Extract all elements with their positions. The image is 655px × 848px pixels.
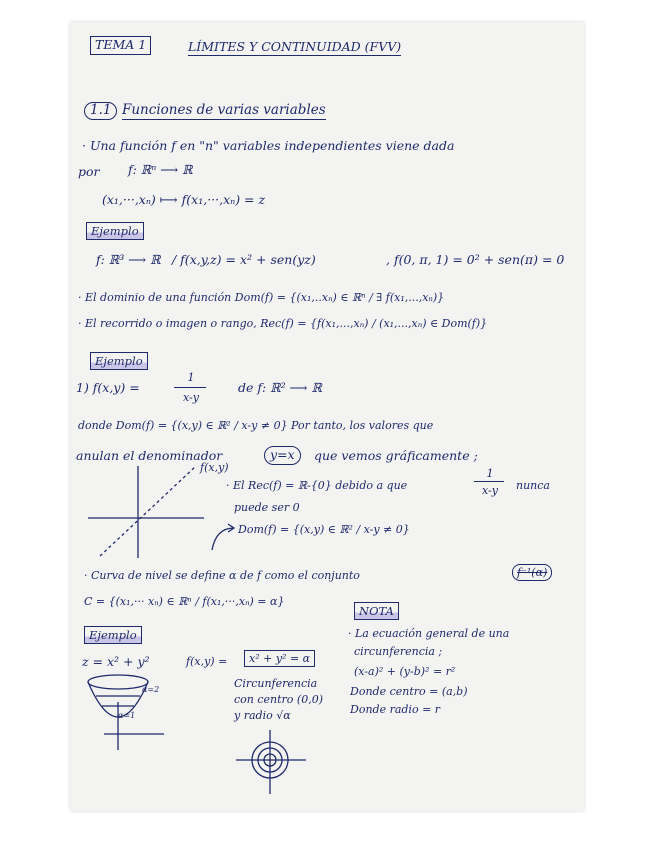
intro-mapping: (x₁,···,xₙ) ⟼ f(x₁,···,xₙ) = z bbox=[102, 192, 266, 207]
curva-line2: C = {(x₁,··· xₙ) ∈ ℝⁿ / f(x₁,···,xₙ) = α} bbox=[84, 595, 285, 608]
ejemplo2-de: de f: ℝ² ⟶ ℝ bbox=[238, 380, 322, 395]
intro-line-1: · Una función f en "n" variables independientes viene dada bbox=[82, 138, 455, 153]
alpha-2-label: α=2 bbox=[142, 685, 160, 694]
ejemplo2-line2: donde Dom(f) = {(x,y) ∈ ℝ² / x-y ≠ 0} Por tanto, los valores que bbox=[78, 419, 434, 432]
section-number: 1.1 bbox=[84, 102, 117, 120]
curva-struck: f⁻¹(α) bbox=[512, 564, 552, 581]
dominio-def: · El dominio de una función Dom(f) = {(x₁,..xₙ) ∈ ℝⁿ / ∃ f(x₁,...,xₙ)} bbox=[78, 291, 445, 304]
notebook-page bbox=[70, 22, 584, 811]
ejemplo-tag-1: Ejemplo bbox=[86, 222, 144, 240]
ejemplo2-line3b: que vemos gráficamente ; bbox=[314, 448, 478, 463]
curved-arrow-icon bbox=[208, 522, 238, 552]
tema-label: TEMA 1 bbox=[90, 36, 151, 55]
rec-line2: puede ser 0 bbox=[234, 501, 300, 514]
ejemplo3-desc2: con centro (0,0) bbox=[234, 693, 323, 706]
ejemplo-tag-3: Ejemplo bbox=[84, 626, 142, 644]
nota-radio: Donde radio = r bbox=[350, 703, 441, 716]
rec-fraction-bar bbox=[474, 481, 504, 482]
section-title: Funciones de varias variables bbox=[122, 102, 326, 118]
graph-label: f(x,y) bbox=[200, 461, 229, 474]
axes-graph bbox=[78, 462, 208, 562]
dom-arrow-line: Dom(f) = {(x,y) ∈ ℝ² / x-y ≠ 0} bbox=[238, 523, 410, 536]
nota-line1: · La ecuación general de una bbox=[348, 627, 510, 640]
level-curves-sketch bbox=[234, 728, 314, 798]
ejemplo1-map: f: ℝ³ ⟶ ℝ bbox=[96, 252, 161, 267]
ejemplo1-eval: , f(0, π, 1) = 0² + sen(π) = 0 bbox=[386, 252, 565, 267]
ejemplo3-f: f(x,y) = bbox=[186, 655, 228, 668]
ejemplo-tag-2: Ejemplo bbox=[90, 352, 148, 370]
ejemplo2-denominator: x-y bbox=[183, 391, 199, 404]
curva-line1: · Curva de nivel se define α de f como el conjunto bbox=[84, 569, 360, 582]
recorrido-def: · El recorrido o imagen o rango, Rec(f) = {f(x₁,...,xₙ) / (x₁,...,xₙ) ∈ Dom(f)} bbox=[78, 317, 488, 330]
rec-numerator: 1 bbox=[486, 467, 494, 480]
fraction-bar bbox=[174, 387, 206, 388]
page-title: LÍMITES Y CONTINUIDAD (FVV) bbox=[188, 39, 402, 54]
ejemplo2-line3a: anulan el denominador bbox=[76, 448, 223, 463]
nota-line2: circunferencia ; bbox=[354, 645, 443, 658]
nota-centro: Donde centro = (a,b) bbox=[350, 685, 468, 698]
nota-tag: NOTA bbox=[354, 602, 399, 620]
intro-map: f: ℝⁿ ⟶ ℝ bbox=[128, 162, 193, 177]
nota-equation: (x-a)² + (y-b)² = r² bbox=[354, 665, 456, 678]
ejemplo3-z: z = x² + y² bbox=[82, 654, 150, 669]
alpha-1-label: α=1 bbox=[118, 711, 136, 720]
ejemplo1-def: / f(x,y,z) = x² + sen(yz) bbox=[172, 252, 316, 267]
ejemplo3-desc1: Circunferencia bbox=[234, 677, 318, 690]
ejemplo2-circled: y=x bbox=[264, 446, 301, 465]
ejemplo2-item: 1) f(x,y) = bbox=[76, 380, 140, 395]
rec-line1b: nunca bbox=[516, 479, 550, 492]
rec-denominator: x-y bbox=[482, 484, 498, 497]
rec-line1a: · El Rec(f) = ℝ-{0} debido a que bbox=[226, 479, 408, 492]
ejemplo2-numerator: 1 bbox=[187, 371, 195, 384]
intro-por: por bbox=[78, 164, 100, 179]
ejemplo3-desc3: y radio √α bbox=[234, 709, 291, 722]
ejemplo3-boxed: x² + y² = α bbox=[244, 650, 315, 667]
